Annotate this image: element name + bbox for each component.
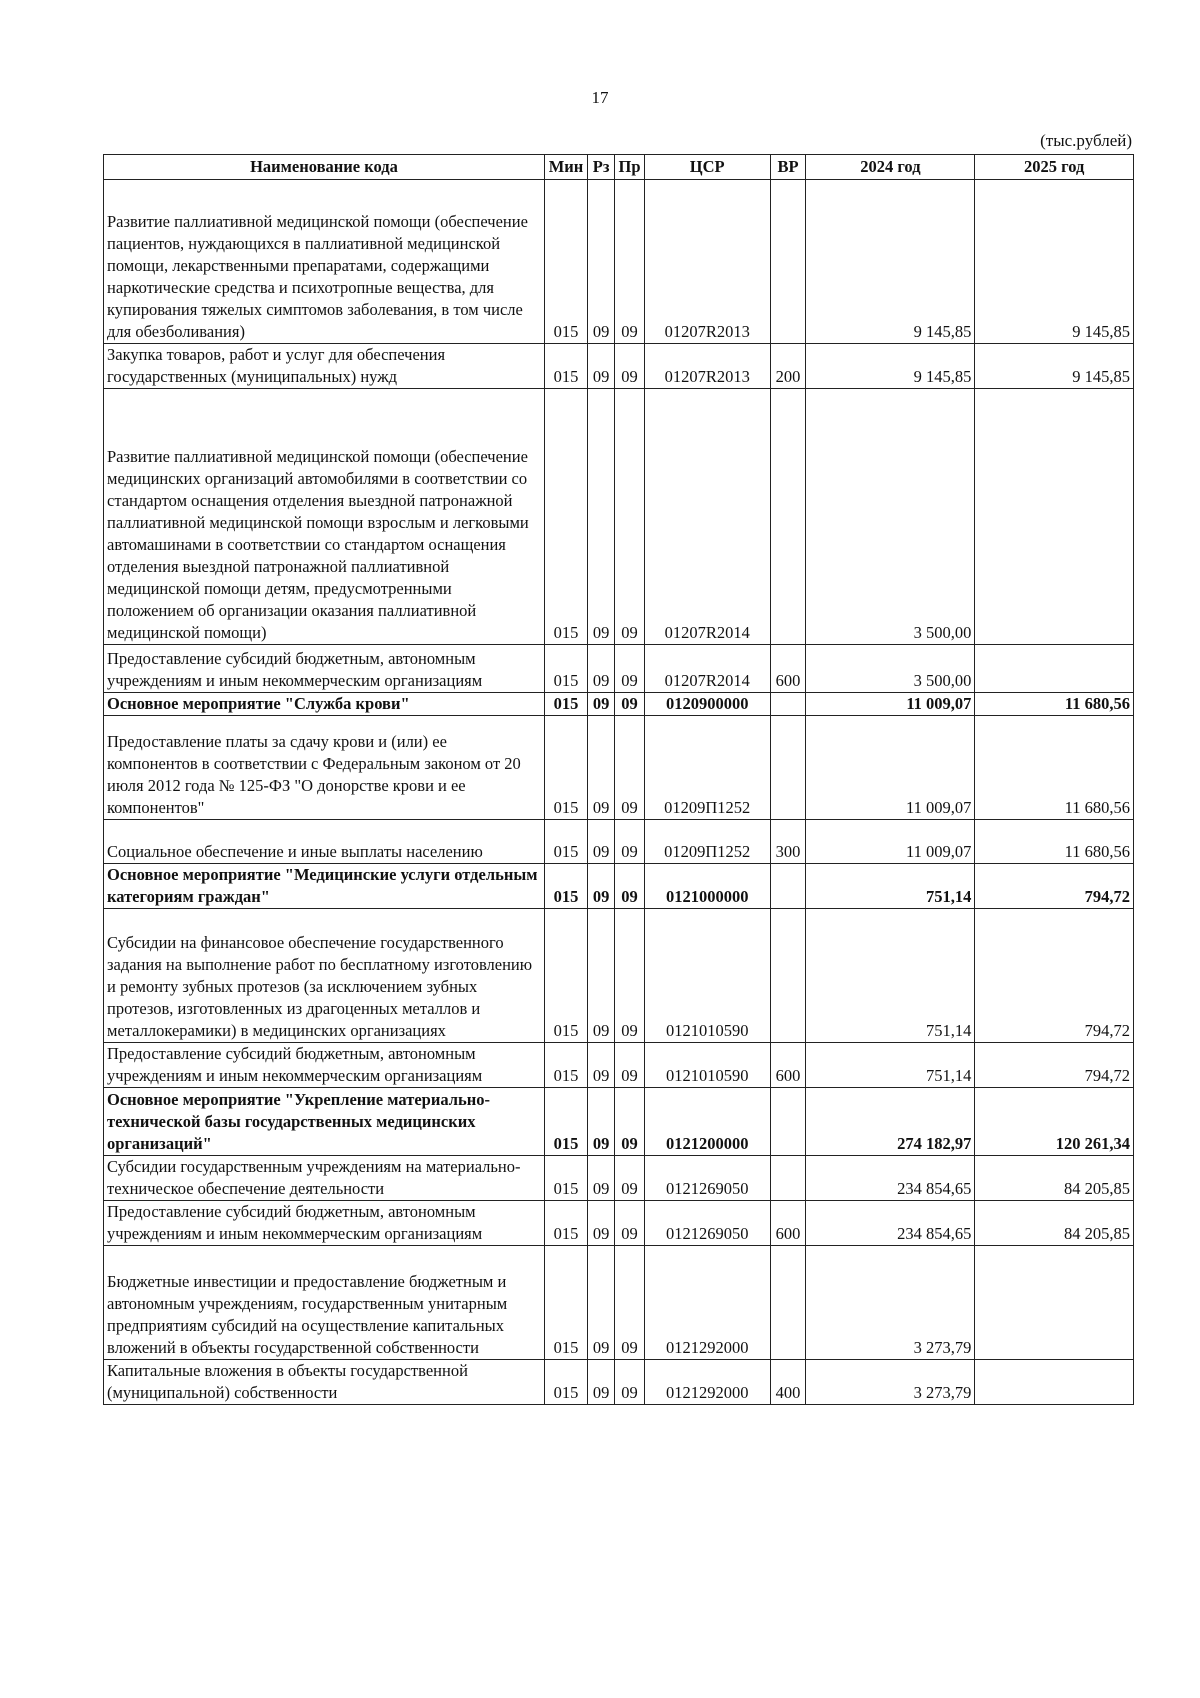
- table-row: [104, 820, 1134, 864]
- cell-min: 015: [544, 1246, 587, 1360]
- table-body: [104, 180, 1134, 1405]
- cell-vr: 600: [770, 1201, 806, 1246]
- cell-csr: 0121010590: [644, 1043, 770, 1088]
- cell-min: 015: [544, 864, 587, 909]
- cell-2025: [975, 389, 1134, 645]
- cell-pr: 09: [615, 1360, 644, 1405]
- cell-2025: 9 145,85: [975, 180, 1134, 344]
- cell-2025: 120 261,34: [975, 1088, 1134, 1156]
- cell-min: 015: [544, 909, 587, 1043]
- table-row: [104, 1246, 1134, 1360]
- cell-min: 015: [544, 1201, 587, 1246]
- cell-2024: 3 273,79: [806, 1360, 975, 1405]
- cell-rz: 09: [588, 864, 615, 909]
- cell-2025: [975, 1246, 1134, 1360]
- header-2025: 2025 год: [975, 155, 1134, 180]
- cell-name: Предоставление субсидий бюджетным, автономным учреждениям и иным некоммерческим организациям: [104, 1201, 545, 1246]
- cell-2025: 11 680,56: [975, 693, 1134, 716]
- cell-pr: 09: [615, 716, 644, 820]
- cell-2025: 11 680,56: [975, 716, 1134, 820]
- table-row: [104, 1201, 1134, 1246]
- cell-2025: 84 205,85: [975, 1201, 1134, 1246]
- cell-vr: [770, 180, 806, 344]
- header-row: [104, 155, 1134, 180]
- cell-pr: 09: [615, 820, 644, 864]
- table-row: [104, 693, 1134, 716]
- cell-pr: 09: [615, 1246, 644, 1360]
- cell-min: 015: [544, 1360, 587, 1405]
- cell-2024: 9 145,85: [806, 344, 975, 389]
- cell-csr: 0121269050: [644, 1201, 770, 1246]
- cell-rz: 09: [588, 1360, 615, 1405]
- cell-vr: [770, 1246, 806, 1360]
- cell-csr: 01207R2014: [644, 389, 770, 645]
- header-min: Мин: [544, 155, 587, 180]
- cell-pr: 09: [615, 864, 644, 909]
- table-row: [104, 1043, 1134, 1088]
- cell-csr: 01207R2013: [644, 344, 770, 389]
- cell-csr: 0121292000: [644, 1360, 770, 1405]
- cell-pr: 09: [615, 344, 644, 389]
- cell-vr: [770, 1088, 806, 1156]
- cell-pr: 09: [615, 389, 644, 645]
- cell-vr: [770, 389, 806, 645]
- cell-name: Основное мероприятие "Служба крови": [104, 693, 545, 716]
- cell-name: Социальное обеспечение и иные выплаты населению: [104, 820, 545, 864]
- cell-rz: 09: [588, 389, 615, 645]
- cell-csr: 0121000000: [644, 864, 770, 909]
- cell-2024: 3 500,00: [806, 389, 975, 645]
- cell-name: Субсидии на финансовое обеспечение государственного задания на выполнение работ по бесплатному изготовлению и ремонту зубных протезов (за исключением зубных протезов, изготовленных из драгоценных металлов и металлокерамики) в медицинских организациях: [104, 909, 545, 1043]
- cell-rz: 09: [588, 909, 615, 1043]
- table-row: [104, 1360, 1134, 1405]
- cell-name: Бюджетные инвестиции и предоставление бюджетным и автономным учреждениям, государственным унитарным предприятиям субсидий на осуществление капитальных вложений в объекты государственной собственности: [104, 1246, 545, 1360]
- cell-2024: 274 182,97: [806, 1088, 975, 1156]
- cell-min: 015: [544, 1156, 587, 1201]
- header-csr: ЦСР: [644, 155, 770, 180]
- table-row: [104, 1156, 1134, 1201]
- cell-name: Основное мероприятие "Медицинские услуги отдельным категориям граждан": [104, 864, 545, 909]
- cell-csr: 01209П1252: [644, 716, 770, 820]
- cell-2024: 11 009,07: [806, 693, 975, 716]
- cell-min: 015: [544, 1088, 587, 1156]
- table-row: [104, 716, 1134, 820]
- cell-name: Развитие паллиативной медицинской помощи (обеспечение пациентов, нуждающихся в паллиативной медицинской помощи, лекарственными препаратами, содержащими наркотические средства и психотропные вещества, для купирования тяжелых симптомов заболевания, в том числе для обезболивания): [104, 180, 545, 344]
- cell-2025: 794,72: [975, 1043, 1134, 1088]
- cell-name: Субсидии государственным учреждениям на материально-техническое обеспечение деятельности: [104, 1156, 545, 1201]
- cell-csr: 0121269050: [644, 1156, 770, 1201]
- cell-2025: [975, 1360, 1134, 1405]
- cell-2024: 234 854,65: [806, 1201, 975, 1246]
- header-vr: ВР: [770, 155, 806, 180]
- cell-csr: 01207R2014: [644, 645, 770, 693]
- cell-rz: 09: [588, 180, 615, 344]
- cell-rz: 09: [588, 344, 615, 389]
- cell-csr: 0120900000: [644, 693, 770, 716]
- cell-name: Развитие паллиативной медицинской помощи (обеспечение медицинских организаций автомобилями в соответствии со стандартом оснащения отделения выездной патронажной паллиативной медицинской помощи взрослым и легковыми автомашинами в соответствии со стандартом оснащения отделения выездной патронажной паллиативной медицинской помощи детям, предусмотренными положением об организации оказания паллиативной медицинской помощи): [104, 389, 545, 645]
- cell-2024: 3 273,79: [806, 1246, 975, 1360]
- cell-csr: 0121200000: [644, 1088, 770, 1156]
- cell-vr: [770, 909, 806, 1043]
- cell-vr: [770, 1156, 806, 1201]
- table-row: [104, 909, 1134, 1043]
- cell-rz: 09: [588, 1088, 615, 1156]
- cell-min: 015: [544, 389, 587, 645]
- cell-rz: 09: [588, 693, 615, 716]
- page-number: 17: [591, 88, 609, 107]
- header-name: Наименование кода: [104, 155, 545, 180]
- cell-pr: 09: [615, 645, 644, 693]
- cell-pr: 09: [615, 180, 644, 344]
- cell-2024: 3 500,00: [806, 645, 975, 693]
- cell-2024: 9 145,85: [806, 180, 975, 344]
- cell-2024: 11 009,07: [806, 716, 975, 820]
- cell-2024: 751,14: [806, 1043, 975, 1088]
- cell-vr: 300: [770, 820, 806, 864]
- units-label: (тыс.рублей): [1040, 131, 1132, 150]
- cell-name: Предоставление субсидий бюджетным, автономным учреждениям и иным некоммерческим организациям: [104, 645, 545, 693]
- cell-2024: 11 009,07: [806, 820, 975, 864]
- cell-vr: [770, 693, 806, 716]
- cell-pr: 09: [615, 1201, 644, 1246]
- cell-2025: [975, 645, 1134, 693]
- cell-vr: 400: [770, 1360, 806, 1405]
- cell-pr: 09: [615, 693, 644, 716]
- cell-name: Предоставление субсидий бюджетным, автономным учреждениям и иным некоммерческим организациям: [104, 1043, 545, 1088]
- cell-rz: 09: [588, 1156, 615, 1201]
- cell-min: 015: [544, 180, 587, 344]
- table-row: [104, 1088, 1134, 1156]
- cell-vr: [770, 864, 806, 909]
- budget-table: [103, 154, 1134, 1405]
- cell-pr: 09: [615, 1043, 644, 1088]
- cell-2024: 234 854,65: [806, 1156, 975, 1201]
- cell-2025: 11 680,56: [975, 820, 1134, 864]
- cell-pr: 09: [615, 909, 644, 1043]
- header-pr: Пр: [615, 155, 644, 180]
- cell-name: Предоставление платы за сдачу крови и (или) ее компонентов в соответствии с Федеральным законом от 20 июля 2012 года № 125-ФЗ "О донорстве крови и ее компонентов": [104, 716, 545, 820]
- cell-2025: 84 205,85: [975, 1156, 1134, 1201]
- cell-min: 015: [544, 820, 587, 864]
- header-rz: Рз: [588, 155, 615, 180]
- table-row: [104, 344, 1134, 389]
- cell-csr: 0121010590: [644, 909, 770, 1043]
- cell-vr: 600: [770, 645, 806, 693]
- cell-pr: 09: [615, 1088, 644, 1156]
- cell-rz: 09: [588, 820, 615, 864]
- cell-2024: 751,14: [806, 864, 975, 909]
- cell-min: 015: [544, 344, 587, 389]
- cell-2025: 794,72: [975, 909, 1134, 1043]
- cell-rz: 09: [588, 716, 615, 820]
- cell-csr: 01209П1252: [644, 820, 770, 864]
- cell-min: 015: [544, 645, 587, 693]
- cell-rz: 09: [588, 1246, 615, 1360]
- cell-name: Капитальные вложения в объекты государственной (муниципальной) собственности: [104, 1360, 545, 1405]
- cell-2024: 751,14: [806, 909, 975, 1043]
- header-2024: 2024 год: [806, 155, 975, 180]
- cell-csr: 01207R2013: [644, 180, 770, 344]
- cell-2025: 9 145,85: [975, 344, 1134, 389]
- cell-min: 015: [544, 716, 587, 820]
- cell-min: 015: [544, 1043, 587, 1088]
- cell-2025: 794,72: [975, 864, 1134, 909]
- cell-min: 015: [544, 693, 587, 716]
- cell-rz: 09: [588, 645, 615, 693]
- cell-vr: 200: [770, 344, 806, 389]
- cell-pr: 09: [615, 1156, 644, 1201]
- table-row: [104, 180, 1134, 344]
- cell-name: Закупка товаров, работ и услуг для обеспечения государственных (муниципальных) нужд: [104, 344, 545, 389]
- cell-vr: 600: [770, 1043, 806, 1088]
- cell-name: Основное мероприятие "Укрепление материально-технической базы государственных медицинских организаций": [104, 1088, 545, 1156]
- table-row: [104, 864, 1134, 909]
- cell-vr: [770, 716, 806, 820]
- table-row: [104, 645, 1134, 693]
- cell-rz: 09: [588, 1201, 615, 1246]
- cell-csr: 0121292000: [644, 1246, 770, 1360]
- table-row: [104, 389, 1134, 645]
- cell-rz: 09: [588, 1043, 615, 1088]
